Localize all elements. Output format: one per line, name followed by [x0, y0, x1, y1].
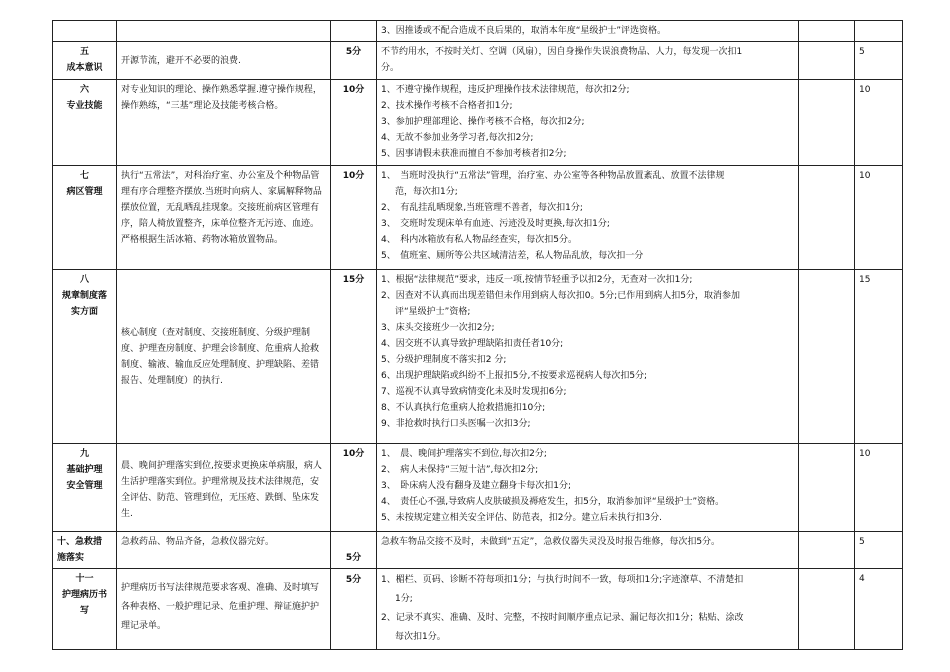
rules-cell — [377, 80, 799, 166]
score-cell: 5分 — [331, 532, 377, 569]
rule-item: 2、 病人未保持“三短十洁”,每次扣2分; — [381, 465, 539, 475]
rule-item: 分。 — [381, 63, 400, 73]
table-row — [53, 444, 903, 532]
rule-item: 5、因事请假未获准而擅自不参加考核者扣2分; — [381, 149, 567, 159]
category-cell — [53, 270, 117, 444]
rule-item: 范，每次扣1分; — [395, 187, 458, 197]
category-label: 七 — [79, 171, 89, 181]
table-row — [53, 270, 903, 444]
score-cell — [331, 21, 377, 42]
rule-item: 每次扣1分。 — [395, 632, 446, 642]
category-label: 护理病历书 — [61, 590, 107, 600]
rule-item: 急救车物品交接不及时，未做到“五定”，急救仪器失灵没及时报告维修，每次扣5分。 — [381, 537, 721, 547]
rule-item: 1、 当班时没执行“五常法”管理，治疗室、办公室等各种物品放置紊乱、放置不法律规 — [381, 171, 725, 181]
description-cell: 开源节流，避开不必要的浪费. — [117, 42, 331, 80]
category-label: 十、急救措 — [57, 537, 103, 547]
category-cell — [53, 569, 117, 650]
rule-item: 6、出现护理缺陷或纠纷不上报扣5分,不按要求巡视病人每次扣5分; — [381, 371, 648, 381]
rule-item: 3、参加护理部理论、操作考核不合格，每次扣2分; — [381, 117, 585, 127]
table-row — [53, 569, 903, 650]
description-cell: 核心制度（查对制度、交接班制度、分级护理制度、护理查房制度、护理会诊制度、危重病人抢救制度、输液、输血反应处理制度、护理缺陷、差错报告、处理制度）的执行. — [117, 270, 331, 444]
blank-cell — [799, 21, 855, 42]
description-cell — [117, 21, 331, 42]
score-cell: 5分 — [331, 569, 377, 650]
category-cell — [53, 532, 117, 569]
rule-item: 5、 值班室、厕所等公共区域清洁差，私人物品乱放，每次扣一分 — [381, 251, 644, 261]
description-cell: 护理病历书写法律规范要求客观、准确、及时填写各种表格、一般护理记录、危重护理、辩证施护护理记录单。 — [117, 569, 331, 650]
category-cell — [53, 80, 117, 166]
rule-item: 2、技术操作考核不合格者扣1分; — [381, 101, 513, 111]
score-cell: 15分 — [331, 270, 377, 444]
table-row — [53, 21, 903, 42]
category-label: 八 — [79, 275, 89, 285]
blank-cell — [799, 532, 855, 569]
category-cell — [53, 444, 117, 532]
rule-item: 3、因推诿或不配合造成不良后果的，取消本年度“星级护士”评选资格。 — [381, 26, 667, 36]
rule-item: 4、无故不参加业务学习者,每次扣2分; — [381, 133, 534, 143]
category-label: 六 — [79, 85, 89, 95]
rule-item: 3、床头交接班少一次扣2分; — [381, 323, 495, 333]
score-cell: 10分 — [331, 166, 377, 270]
blank-cell — [799, 270, 855, 444]
rules-cell — [377, 21, 799, 42]
points-cell: 15 — [855, 270, 903, 444]
category-label: 施落实 — [57, 553, 85, 563]
score-cell: 10分 — [331, 80, 377, 166]
rules-cell — [377, 270, 799, 444]
rule-item: 1、根据“法律规范”要求，违反一项,按情节轻重予以扣2分，无查对一次扣1分; — [381, 275, 693, 285]
points-cell: 10 — [855, 444, 903, 532]
blank-cell — [799, 42, 855, 80]
rule-item: 3、 交班时发现床单有血迹、污迹没及时更换,每次扣1分; — [381, 219, 610, 229]
rules-cell — [377, 569, 799, 650]
rule-item: 8、不认真执行危重病人抢救措施扣10分; — [381, 403, 546, 413]
table-row — [53, 80, 903, 166]
rule-item: 1分; — [395, 594, 413, 604]
rule-item: 1、不遵守操作规程，违反护理操作技术法律规范，每次扣2分; — [381, 85, 630, 95]
rule-item: 4、 责任心不强,导致病人皮肤破损及褥疮发生，扣5分，取消参加评“星级护士”资格。 — [381, 497, 725, 507]
category-label: 病区管理 — [66, 187, 103, 197]
blank-cell — [799, 166, 855, 270]
blank-cell — [799, 444, 855, 532]
description-cell: 急救药品、物品齐备，急救仪器完好。 — [117, 532, 331, 569]
rules-cell — [377, 444, 799, 532]
points-cell — [855, 21, 903, 42]
category-label: 安全管理 — [66, 481, 103, 491]
points-cell: 4 — [855, 569, 903, 650]
score-cell: 10分 — [331, 444, 377, 532]
blank-cell — [799, 80, 855, 166]
blank-cell — [799, 569, 855, 650]
rule-item: 7、巡视不认真导致病情变化未及时发现扣6分; — [381, 387, 567, 397]
rule-item: 4、 科内冰箱放有私人物品经查实，每次扣5分。 — [381, 235, 577, 245]
rule-item: 3、 卧床病人没有翻身及建立翻身卡每次扣1分; — [381, 481, 571, 491]
table-row — [53, 166, 903, 270]
points-cell: 10 — [855, 80, 903, 166]
description-cell: 晨、晚间护理落实到位,按要求更换床单病服，病人生活护理落实到位。护理常规及技术法律规范，安全评估、防范、管理到位，无压疮、跌倒、坠床发生. — [117, 444, 331, 532]
category-label: 写 — [79, 606, 89, 616]
description-cell: 执行“五常法”，对科治疗室、办公室及个种物品管理有序合理整齐摆放.当班时向病人、家属解释物品摆放位置，无乱晒乱挂现象。交接班前病区管理有序，陪人椅放置整齐，床单位整齐无污迹、血迹。严格根据生活冰箱、药物冰箱放置物品。 — [117, 166, 331, 270]
rule-item: 2、 有乱挂乱晒现象,当班管理不善者，每次扣1分; — [381, 203, 583, 213]
assessment-table — [52, 20, 903, 650]
points-cell: 10 — [855, 166, 903, 270]
rule-item: 5、分级护理制度不落实扣2 分; — [381, 355, 507, 365]
table-row — [53, 42, 903, 80]
category-label: 成本意识 — [66, 63, 103, 73]
category-label: 十一 — [75, 574, 94, 584]
category-label: 基础护理 — [66, 465, 103, 475]
category-label: 专业技能 — [66, 101, 103, 111]
rule-item: 5、未按规定建立相关安全评估、防范表，扣2分。建立后未执行扣3分. — [381, 513, 663, 523]
rule-item: 2、因查对不认真而出现差错但未作用到病人每次扣0。5分;已作用到病人扣5分，取消参加 — [381, 291, 740, 301]
rules-cell — [377, 42, 799, 80]
rule-item: 1、楣栏、页码、诊断不符每项扣1分；与执行时间不一致，每项扣1分;字迹潦草、不清楚扣 — [381, 575, 744, 585]
rule-item: 9、非抢救时执行口头医嘱一次扣3分; — [381, 419, 531, 429]
category-label: 五 — [79, 47, 89, 57]
rule-item: 不节约用水，不按时关灯、空调（风扇），因自身操作失误浪费物品、人力，每发现一次扣1 — [381, 47, 743, 57]
score-cell: 5分 — [331, 42, 377, 80]
points-cell: 5 — [855, 42, 903, 80]
rule-item: 2、记录不真实、准确、及时、完整，不按时间顺序重点记录、漏记每次扣1分；粘贴、涂改 — [381, 613, 744, 623]
table-row — [53, 532, 903, 569]
category-label: 九 — [79, 449, 89, 459]
category-label: 规章制度落 — [61, 291, 107, 301]
rule-item: 4、因交班不认真导致护理缺陷扣责任者10分; — [381, 339, 564, 349]
category-cell — [53, 42, 117, 80]
rules-cell — [377, 532, 799, 569]
points-cell: 5 — [855, 532, 903, 569]
category-cell — [53, 21, 117, 42]
rules-cell — [377, 166, 799, 270]
category-label: 实方面 — [70, 307, 98, 317]
description-cell: 对专业知识的理论、操作熟悉掌握.遵守操作规程，操作熟练，“三基”理论及技能考核合格。 — [117, 80, 331, 166]
rule-item: 评“星级护士”资格; — [395, 307, 471, 317]
rule-item: 1、 晨、晚间护理落实不到位,每次扣2分; — [381, 449, 547, 459]
category-cell — [53, 166, 117, 270]
